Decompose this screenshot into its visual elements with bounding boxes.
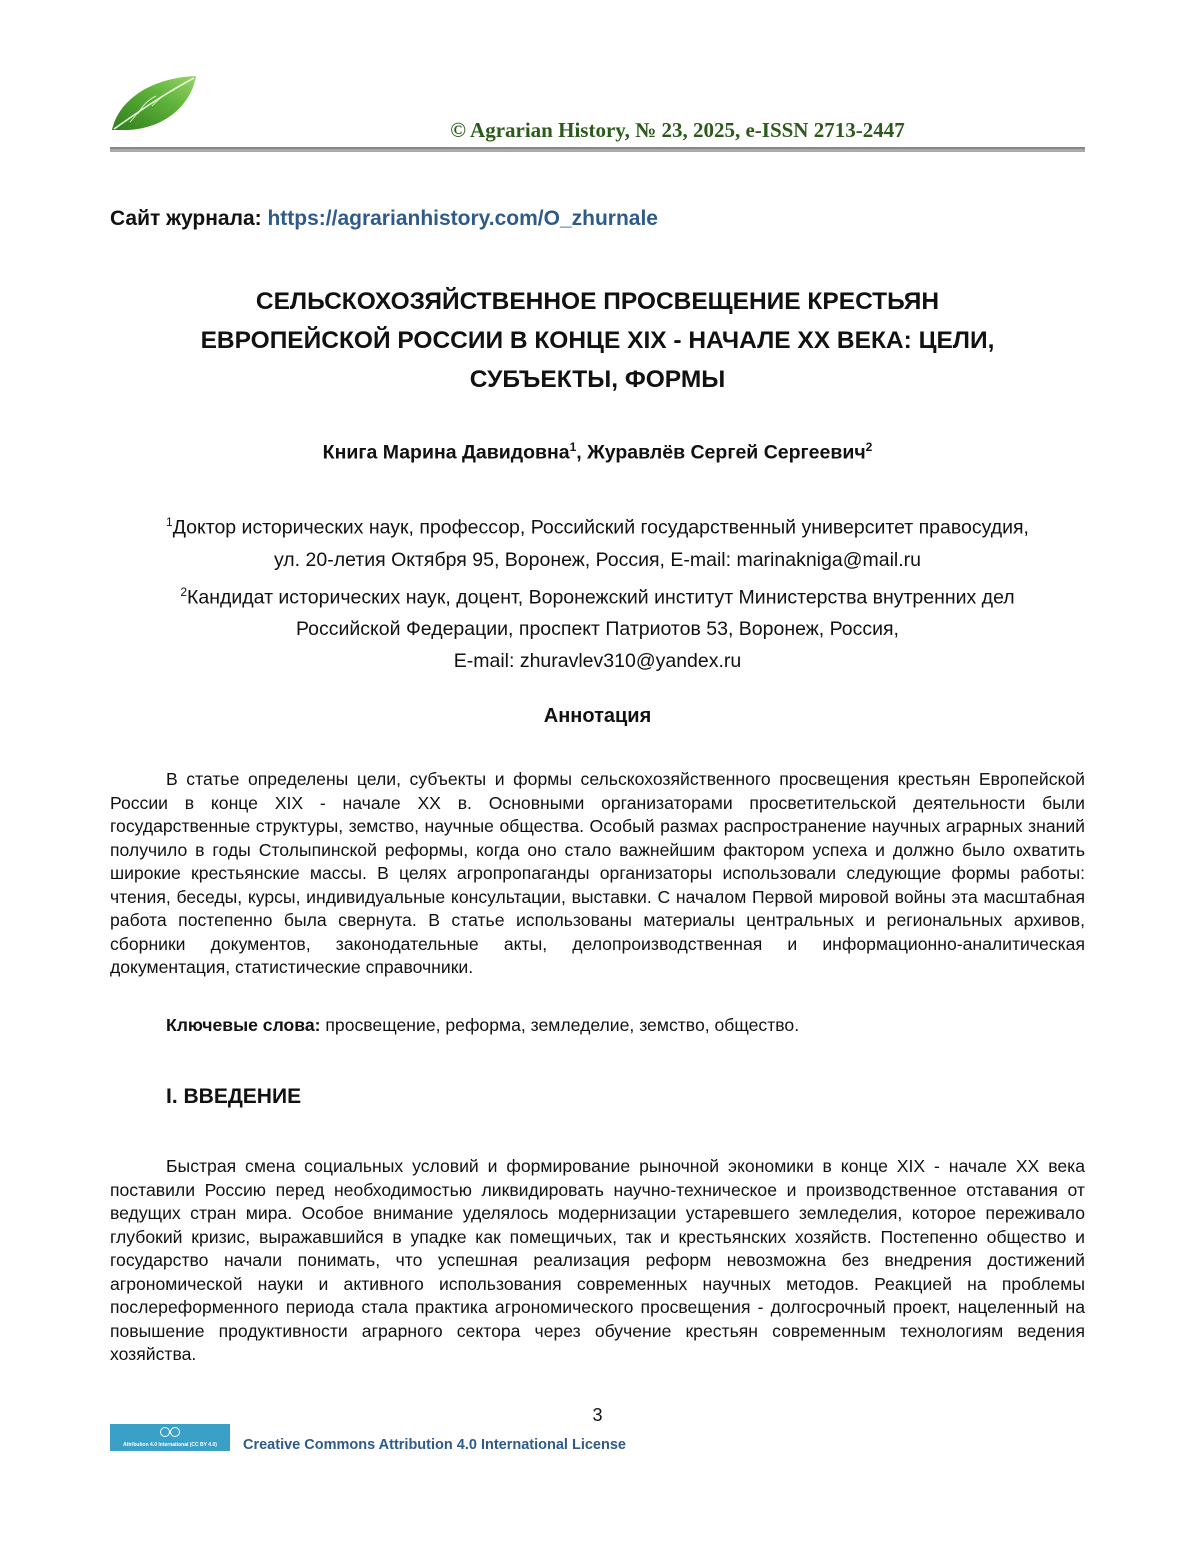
affiliations — [110, 506, 1085, 677]
affiliation-mark: 2 — [180, 584, 188, 599]
affiliation-mark: 1 — [166, 515, 173, 529]
abstract-heading: Аннотация — [543, 705, 652, 727]
affiliation-text: E-mail: zhuravlev310@yandex.ru — [453, 650, 742, 672]
cc-badge-text: Attribution 4.0 International (CC BY 4.0) — [123, 1442, 217, 1448]
affiliation-line — [110, 506, 1085, 544]
author-name: Книга Марина Давидовна — [322, 441, 570, 464]
keywords-label: Ключевые слова: — [166, 1015, 321, 1035]
article-title — [110, 282, 1085, 399]
affiliation-text: ул. 20-летия Октября 95, Воронеж, Россия, E-mail: marinakniga@mail.ru — [273, 548, 921, 571]
author-separator: , — [576, 441, 588, 464]
header-rule — [110, 147, 1085, 152]
affiliation-text: Доктор исторических наук, профессор, Российский государственный университет правосудия, — [172, 516, 1029, 539]
site-label: Сайт журнала: — [110, 207, 268, 230]
journal-header: © Agrarian History, № 23, 2025, e-ISSN 2713-2447 — [450, 118, 905, 142]
introduction-body: Быстрая смена социальных условий и формирование рыночной экономики в конце XIX - начале XX века поставили Россию перед необходимостью ликвидировать научно-техническое и производственное отставания от ведущих стран мира. Особое внимание уделялось модернизации устаревшего земледелия, которое переживало глубокий кризис, выражавшийся в упадке как помещичьих, так и крестьянских хозяйств. Постепенно общество и государство начали понимать, что успешная реализация реформ невозможна без внедрения достижений агрономической науки и активного использования современных научных методов. Реакцией на проблемы послереформенного периода стала практика агрономического просвещения - долгосрочный проект, нацеленный на повышение продуктивности аграрного сектора через обучение крестьян современным технологиям ведения хозяйства. — [110, 1156, 1085, 1364]
affiliation-line — [110, 544, 1085, 576]
page-number: 3 — [592, 1405, 603, 1425]
abstract-body: В статье определены цели, субъекты и формы сельскохозяйственного просвещения крестьян Европейской России в конце XIX - начале XX в. Основными организаторами просветительской деятельности были государственные структуры, земство, научные общества. Особый размах распространение научных аграрных знаний получило в годы Столыпинской реформы, когда оно стало важнейшим фактором успеха и должно было охватить широкие крестьянские массы. В целях агропропаганды организаторы использовали следующие формы работы: чтения, беседы, курсы, индивидуальные консультации, выставки. С началом Первой мировой войны эта масштабная работа постепенно была свернута. В статье использованы материалы центральных и региональных архивов, сборники документов, законодательные акты, делопроизводственная и информационно-аналитическая документация, статистические справочники. — [110, 769, 1085, 977]
affiliation-text: Российской Федерации, проспект Патриотов 53, Воронеж, Россия, — [296, 618, 899, 640]
journal-site-line — [110, 207, 658, 231]
cc-by-badge-icon — [110, 1424, 230, 1451]
keywords — [166, 1015, 799, 1036]
title-line: СУБЪЕКТЫ, ФОРМЫ — [469, 366, 726, 393]
license-link[interactable]: Creative Commons Attribution 4.0 International License — [243, 1437, 626, 1453]
affiliation-line — [110, 576, 1085, 614]
affiliation-line — [110, 645, 1085, 677]
keywords-list: просвещение, реформа, земледелие, земство, общество. — [320, 1015, 800, 1035]
author-name: Журавлёв Сергей Сергеевич — [587, 441, 866, 464]
title-line: СЕЛЬСКОХОЗЯЙСТВЕННОЕ ПРОСВЕЩЕНИЕ КРЕСТЬЯН — [255, 288, 940, 315]
section-heading-introduction: I. ВВЕДЕНИЕ — [166, 1085, 302, 1108]
affiliation-line — [110, 613, 1085, 645]
author-mark: 2 — [865, 440, 873, 454]
site-link[interactable]: https://agrarianhistory.com/O_zhurnale — [267, 207, 658, 230]
title-line: ЕВРОПЕЙСКОЙ РОССИИ В КОНЦЕ XIX - НАЧАЛЕ XX ВЕКА: ЦЕЛИ, — [200, 327, 995, 354]
affiliation-text: Кандидат исторических наук, доцент, Воронежский институт Министерства внутренних дел — [187, 586, 1015, 608]
author-mark: 1 — [569, 440, 577, 454]
authors — [110, 440, 1085, 465]
